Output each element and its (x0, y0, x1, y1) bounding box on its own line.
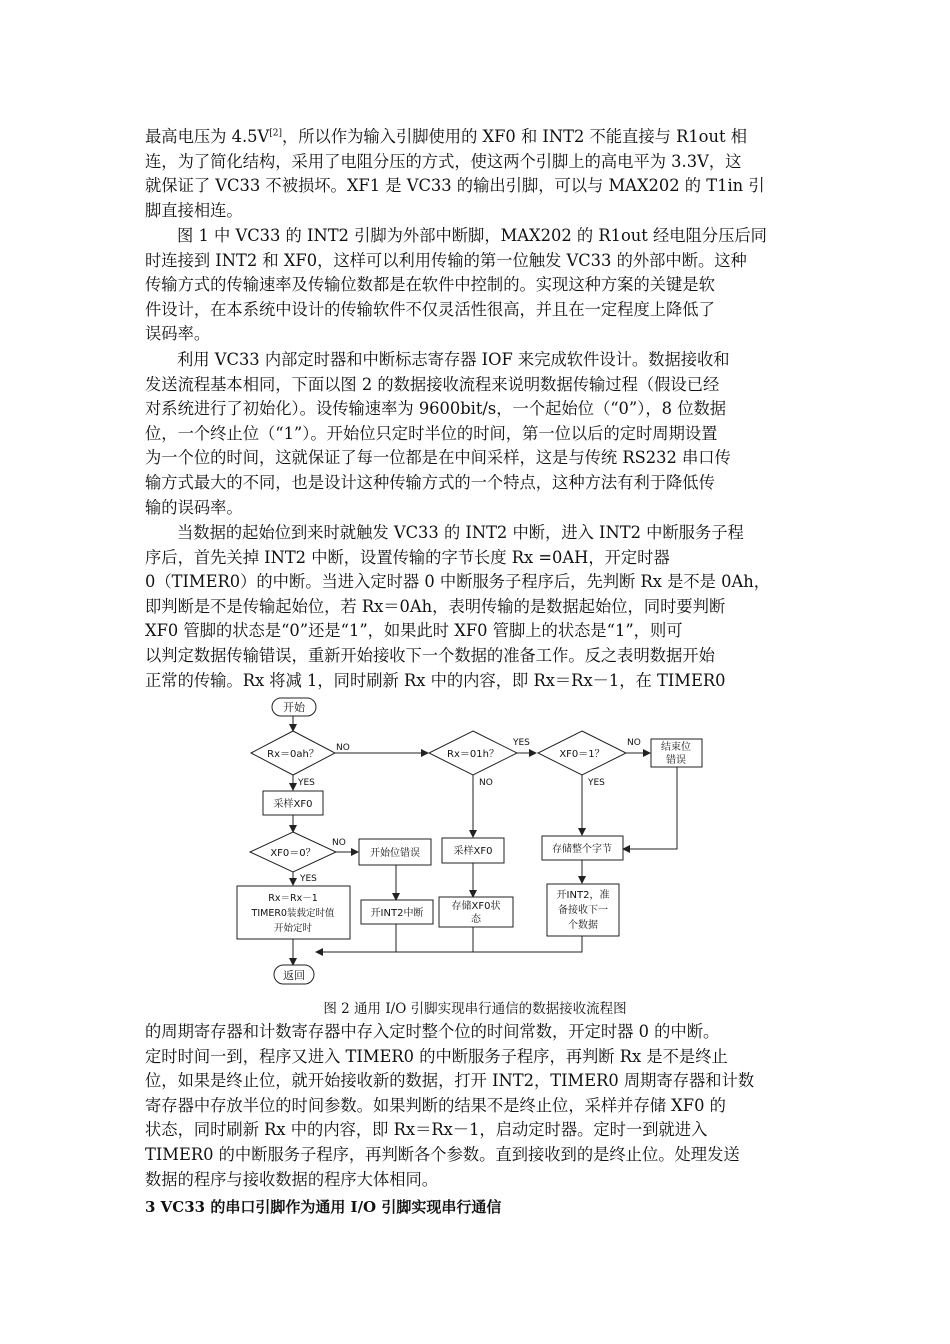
para1-line-2: 连，为了简化结构，采用了电阻分压的方式，使这两个引脚上的高电平为 3.3V，这 (145, 151, 742, 171)
para2-line: 传输方式的传输速率及传输位数都是在软件中控制的。实现这种方案的关键是软 (145, 275, 715, 295)
label-no-2: NO (332, 838, 346, 848)
process-sample-xf0-a-label: 采样XF0 (273, 799, 313, 810)
para3-line: 利用 VC33 内部定时器和中断标志寄存器 IOF 来完成软件设计。数据接收和 (177, 350, 730, 369)
paragraph-1 (145, 125, 807, 223)
para5-line: 数据的程序与接收数据的程序大体相同。 (145, 1169, 439, 1189)
process-start-bit-error-label: 开始位错误 (370, 848, 420, 859)
paragraph-4 (145, 521, 807, 693)
para3-line: 输方式最大的不同，也是设计这种传输方式的一个特点，这种方法有利于降低传 (145, 472, 715, 492)
para3-line: 对系统进行了初始化）。设传输速率为 9600bit/s，一个起始位（“0”），8 位数据 (145, 399, 727, 419)
citation-superscript: [2] (269, 128, 282, 139)
section-heading: 3 VC33 的串口引脚作为通用 I/O 引脚实现串行通信 (145, 1198, 502, 1216)
para4-line: 0（TIMER0）的中断。当进入定时器 0 中断服务子程序后，先判断 Rx 是不是 0Ah， (145, 572, 770, 592)
para3-line: 位，一个终止位（“1”）。开始位只定时半位的时间，第一位以后的定时周期设置 (145, 423, 718, 443)
para3-line: 输的误码率。 (145, 497, 243, 517)
para5-line: 定时时间一到，程序又进入 TIMER0 的中断服务子程序，再判断 Rx 是不是终止 (145, 1046, 728, 1066)
para4-line: 序后，首先关掉 INT2 中断，设置传输的字节长度 Rx =0AH，开定时器 (145, 547, 670, 567)
para2-line: 图 1 中 VC33 的 INT2 引脚为外部中断脚，MAX202 的 R1out 经电阻分压后同 (177, 226, 767, 245)
decision-rx-0ah-label: Rx＝0ah？ (267, 749, 319, 760)
para2-line: 时连接到 INT2 和 XF0，这样可以利用传输的第一位触发 VC33 的外部中断。这种 (145, 250, 747, 270)
label-yes-2: YES (300, 874, 317, 884)
paragraph-3 (145, 348, 807, 520)
process-open-int2-next-line-1: 开INT2，准 (556, 890, 610, 901)
para1-line-1: 最高电压为 4.5V[2]，所以作为输入引脚使用的 XF0 和 INT2 不能直接与 R1out 相 (145, 127, 747, 146)
process-store-byte-label: 存储整个字节 (552, 844, 612, 855)
decision-xf0-1-label: XF0＝1？ (559, 749, 605, 760)
para5-line: TIMER0 的中断服务子程序，再判断各个参数。直到接收到的是终止位。处理发送 (145, 1144, 740, 1164)
para4-line: 当数据的起始位到来时就触发 VC33 的 INT2 中断，进入 INT2 中断服务子程 (177, 523, 744, 542)
para5-line: 位，如果是终止位，就开始接收新的数据，打开 INT2，TIMER0 周期寄存器和计数 (145, 1071, 755, 1091)
decision-rx-01h-label: Rx＝01h？ (447, 749, 499, 760)
label-yes-3: YES (513, 738, 530, 748)
para2-line: 件设计，在本系统中设计的传输软件不仅灵活性很高，并且在一定程度上降低了 (145, 299, 715, 319)
paragraph-2 (145, 224, 807, 347)
process-open-int2-next-line-3: 个数据 (568, 920, 598, 931)
process-store-xf0-line-2: 态 (471, 914, 481, 925)
process-end-bit-error-line-2: 错误 (666, 755, 686, 766)
para4-line: 即判断是不是传输起始位，若 Rx＝0Ah，表明传输的是数据起始位，同时要判断 (145, 596, 726, 616)
label-no-1: NO (336, 743, 350, 753)
process-end-bit-error-line-1: 结束位 (661, 742, 691, 753)
para3-line: 发送流程基本相同，下面以图 2 的数据接收流程来说明数据传输过程（假设已经 (145, 374, 720, 394)
process-decrement-rx-line-2: TIMER0装载定时值 (251, 908, 335, 919)
return-label: 返回 (283, 969, 305, 982)
para5-line: 状态，同时刷新 Rx 中的内容，即 Rx＝Rx－1，启动定时器。定时一到就进入 (145, 1120, 708, 1140)
para1-line-3: 就保证了 VC33 不被损坏。XF1 是 VC33 的输出引脚，可以与 MAX202 的 T1in 引 (145, 176, 765, 196)
para5-line: 寄存器中存放半位的时间参数。如果判断的结果不是终止位，采样并存储 XF0 的 (145, 1095, 726, 1115)
decision-xf0-0-label: XF0＝0？ (270, 848, 316, 859)
para4-line: 以判定数据传输错误，重新开始接收下一个数据的准备工作。反之表明数据开始 (145, 645, 715, 665)
process-decrement-rx-line-3: 开始定时 (273, 923, 313, 934)
para4-line: XF0 管脚的状态是“0”还是“1”，如果此时 XF0 管脚上的状态是“1”，则可 (145, 621, 683, 641)
para2-line: 误码率。 (145, 324, 211, 344)
label-no-3: NO (479, 778, 493, 788)
para3-line: 为一个位的时间，这就保证了每一位都是在中间采样，这是与传统 RS232 串口传 (145, 448, 731, 468)
start-label: 开始 (283, 701, 305, 714)
process-decrement-rx-line-1: Rx＝Rx－1 (268, 893, 318, 904)
para1-line-4: 脚直接相连。 (145, 200, 243, 220)
para5-line: 的周期寄存器和计数寄存器中存入定时整个位的时间常数，开定时器 0 的中断。 (145, 1022, 720, 1041)
label-no-4: NO (627, 738, 641, 748)
para4-line: 正常的传输。Rx 将减 1，同时刷新 Rx 中的内容，即 Rx＝Rx－1，在 TIMER0 (145, 670, 726, 690)
process-open-int2-next-line-2: 备接收下一 (558, 905, 608, 916)
paragraph-5 (145, 1020, 807, 1192)
process-sample-xf0-b-label: 采样XF0 (453, 846, 493, 857)
label-yes-1: YES (298, 778, 315, 788)
flowchart-figure (230, 694, 720, 990)
process-store-xf0-line-1: 存储XF0状 (451, 901, 501, 912)
figure-caption: 图 2 通用 I/O 引脚实现串行通信的数据接收流程图 (323, 1001, 627, 1017)
label-yes-4: YES (588, 778, 605, 788)
process-open-int2-label: 开INT2中断 (370, 908, 424, 919)
